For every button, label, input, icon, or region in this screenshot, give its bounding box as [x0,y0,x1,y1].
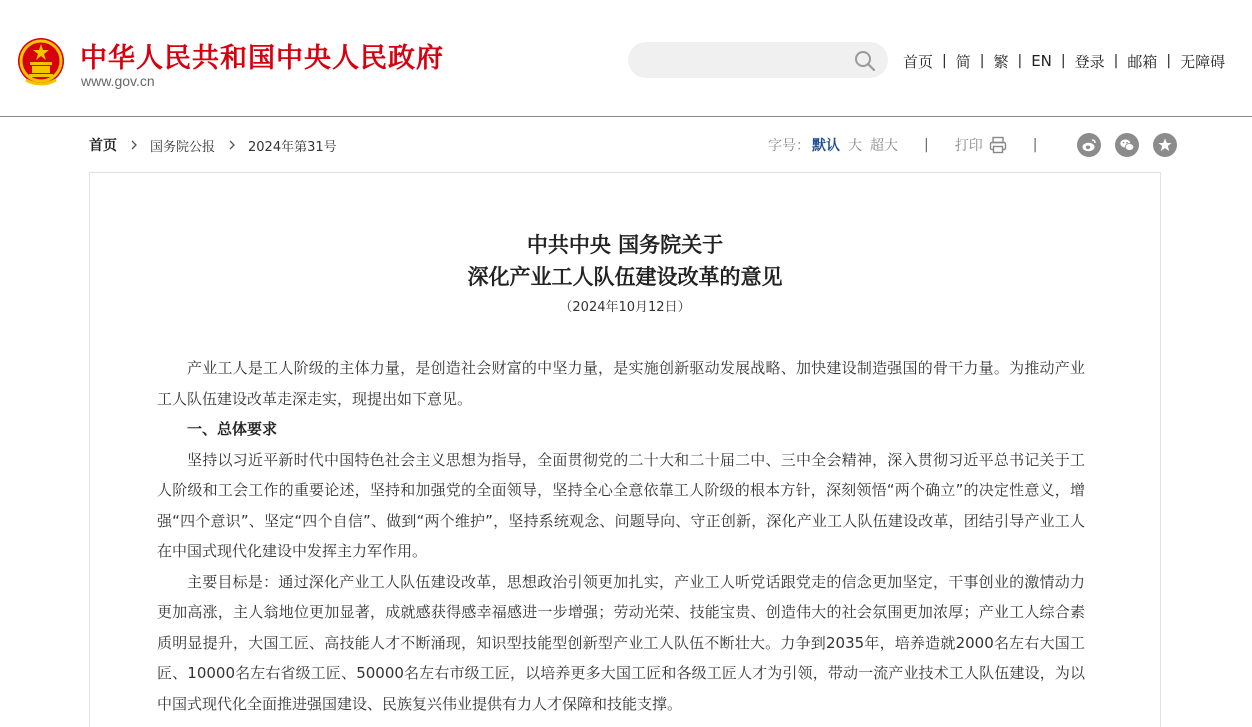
tools-separator: | [1032,137,1038,153]
site-title[interactable]: 中华人民共和国中央人民政府 [80,43,444,74]
print-label: 打印 [954,138,983,154]
article-tools [768,133,1177,157]
article-title-line2: 深化产业工人队伍建设改革的意见 [467,264,783,289]
wechat-icon[interactable] [1115,133,1139,157]
favorite-icon[interactable] [1153,133,1177,157]
font-size-default[interactable]: 默认 [812,138,840,154]
font-size-label: 字号： [768,138,810,154]
chevron-right-icon [228,140,236,150]
nav-login[interactable]: 登录 [1074,52,1105,71]
nav-separator: | [1017,53,1023,69]
nav-traditional[interactable]: 繁 [993,52,1009,71]
weibo-icon[interactable] [1077,133,1101,157]
nav-separator: | [1113,53,1119,69]
article-container [89,172,1161,727]
article-paragraph: 主要目标是：通过深化产业工人队伍建设改革，思想政治引领更加扎实，产业工人听党话跟党走的信念更加坚定，干事创业的激情动力更加高涨，主人翁地位更加显著，成就感获得感幸福感进一步增强；劳动光荣、技能宝贵、创造伟大的社会氛围更加浓厚；产业工人综合素质明显提升，大国工匠、高技能人才不断涌现，知识型技能型创新型产业工人队伍不断壮大。力争到2035年，培养造就2000名左右大国工匠、10000名左右省级工匠、50000名左右市级工匠，以培养更多大国工匠和各级工匠人才为引领，带动一流产业技术工人队伍建设，为以中国式现代化全面推进强国建设、民族复兴伟业提供有力人才保障和技能支撑。 [157,572,1085,713]
chevron-right-icon [130,140,138,150]
nav-home[interactable]: 首页 [903,52,934,71]
nav-separator: | [979,53,985,69]
tools-separator: | [924,137,929,153]
nav-separator: | [942,53,947,69]
print-button[interactable] [955,135,1007,155]
nav-accessibility[interactable]: 无障碍 [1180,52,1226,71]
printer-icon [989,136,1007,154]
search-box [628,42,888,78]
top-nav [903,50,1225,72]
nav-separator: | [1060,53,1066,69]
article-paragraph: 坚持以习近平新时代中国特色社会主义思想为指导，全面贯彻党的二十大和二十届二中、三中全会精神，深入贯彻习近平总书记关于工人阶级和工会工作的重要论述，坚持和加强党的全面领导，坚持全心全意依靠工人阶级的根本方针，深刻领悟“两个确立”的决定性意义，增强“四个意识”、坚定“四个自信”、做到“两个维护”，坚持系统观念、问题导向、守正创新，深化产业工人队伍建设改革，团结引导产业工人在中国式现代化建设中发挥主力军作用。 [157,450,1085,560]
article-title-line1: 中共中央 国务院关于 [526,232,724,257]
breadcrumb-item-issue[interactable]: 2024年第31号 [248,139,337,155]
font-size-large[interactable]: 大 [848,138,862,154]
site-url: www.gov.cn [81,73,155,89]
article-body [157,353,1085,719]
nav-english[interactable]: EN [1031,52,1052,70]
nav-simplified[interactable]: 简 [955,52,971,71]
breadcrumb-item-bulletin[interactable]: 国务院公报 [150,139,216,155]
font-size-xlarge[interactable]: 超大 [870,138,898,154]
article-date: （2024年10月12日） [559,300,691,315]
search-input[interactable] [644,42,844,78]
breadcrumb-home[interactable]: 首页 [89,138,117,154]
article-paragraph: 产业工人是工人阶级的主体力量，是创造社会财富的中坚力量，是实施创新驱动发展战略、加快建设制造强国的骨干力量。为推动产业工人队伍建设改革走深走实，现提出如下意见。 [157,359,1085,408]
nav-mail[interactable]: 邮箱 [1127,52,1158,71]
national-emblem-icon[interactable] [16,36,66,88]
site-header [0,0,1252,117]
breadcrumb [89,135,337,155]
search-icon[interactable] [854,50,876,72]
section-heading: 一、总体要求 [187,420,278,438]
nav-separator: | [1166,53,1172,69]
